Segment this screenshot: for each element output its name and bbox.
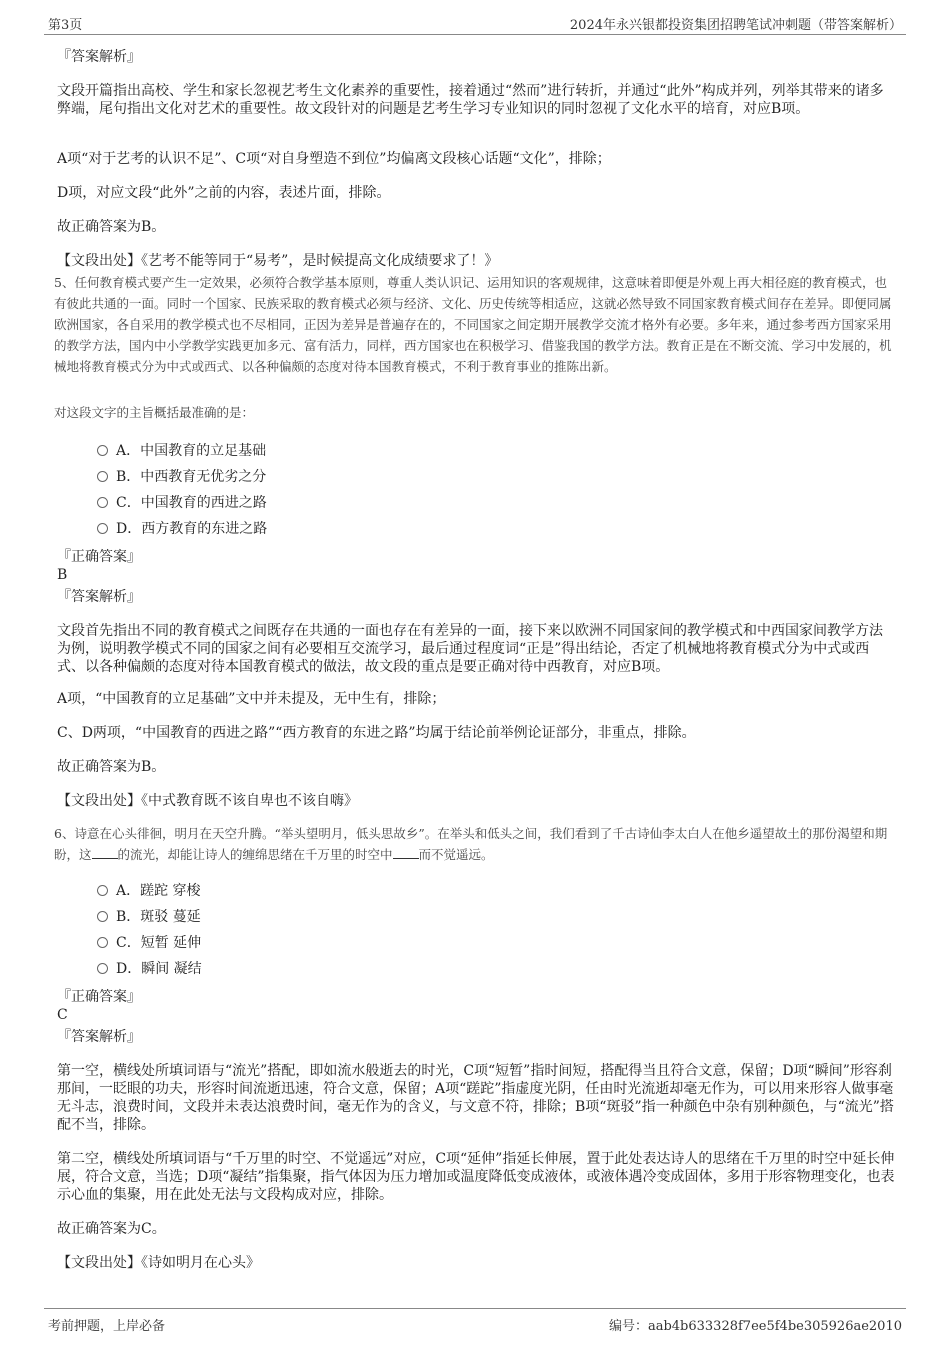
- q6-option-a[interactable]: A．蹉跎 穿梭: [97, 882, 201, 900]
- q5-option-c[interactable]: C．中国教育的西进之路: [97, 494, 267, 512]
- q6-analysis-label: 『答案解析』: [57, 1029, 141, 1045]
- q6-stem: 6、诗意在心头徘徊，明月在天空升腾。“举头望明月，低头思故乡”。在举头和低头之间，我们看到了千古诗仙李太白人在他乡遥望故土的那份渴望和期盼，这 的流光，却能让诗人的缠绵思绪在千万里的时空中 而不觉遥远。: [54, 826, 888, 862]
- footer-slogan: 考前押题，上岸必备: [48, 1319, 166, 1334]
- q6-option-c[interactable]: C．短暂 延伸: [97, 934, 201, 952]
- q6-answer-line: 故正确答案为C。: [57, 1221, 166, 1237]
- q4-analysis-p2: A项“对于艺考的认识不足”、C项“对自身塑造不到位”均偏离文段核心话题“文化”，排除；: [57, 151, 611, 167]
- page-number: 第3页: [48, 18, 83, 33]
- q5-correct-answer: B: [57, 567, 68, 583]
- q6-source: 【文段出处】《诗如明月在心头》: [57, 1255, 260, 1271]
- q6-correct-label: 『正确答案』: [57, 989, 141, 1005]
- radio-icon[interactable]: [97, 885, 108, 896]
- q5-question: 对这段文字的主旨概括最准确的是：: [54, 405, 255, 420]
- q5-option-d[interactable]: D．西方教育的东进之路: [97, 520, 267, 538]
- q6-analysis-p1: 第一空，横线处所填词语与“流光”搭配，即如流水般逝去的时光，C项“短暂”指时间短，搭配得当且符合文意，保留；D项“瞬间”形容刹那间，一眨眼的功夫，形容时间流逝迅速，符合文意，保留；A项“蹉跎”指虚度光阴，任由时光流逝却毫无作为，可以用来形容人做事毫无斗志，浪费时间，文段并未表达浪费时间，毫无作为的含义，与文意不符，排除；B项“斑驳”指一种颜色中杂有别种颜色，与“流光”搭配不当，排除。: [57, 1063, 894, 1133]
- q5-correct-label: 『正确答案』: [57, 549, 141, 565]
- radio-icon[interactable]: [97, 523, 108, 534]
- q4-analysis-p1: 文段开篇指出高校、学生和家长忽视艺考生文化素养的重要性，接着通过“然而”进行转折，并通过“此外”构成并列，列举其带来的诸多弊端，尾句指出文化对艺术的重要性。故文段针对的问题是艺考生学习专业知识的同时忽视了文化水平的培育，对应B项。: [57, 83, 884, 117]
- radio-icon[interactable]: [97, 937, 108, 948]
- answer-blank-1: [92, 846, 118, 859]
- q6-option-b[interactable]: B．斑驳 蔓延: [97, 908, 201, 926]
- q6-correct-answer: C: [57, 1007, 68, 1023]
- q6-analysis-p2: 第二空，横线处所填词语与“千万里的时空、不觉遥远”对应，C项“延伸”指延长伸展，置于此处表达诗人的思绪在千万里的时空中延长伸展，符合文意，当选；D项“凝结”指集聚，指气体因为压力增加或温度降低变成液体，或液体遇冷变成固体，多用于形容物理变化，也表示心血的集聚，用在此处无法与文段构成对应，排除。: [57, 1151, 895, 1203]
- q4-answer-line: 故正确答案为B。: [57, 219, 166, 235]
- q5-source: 【文段出处】《中式教育既不该自卑也不该自嗨》: [57, 793, 358, 809]
- document-title: 2024年永兴银都投资集团招聘笔试冲刺题（带答案解析）: [569, 18, 902, 33]
- q4-analysis-p3: D项，对应文段“此外”之前的内容，表述片面，排除。: [57, 185, 391, 201]
- q5-option-a[interactable]: A．中国教育的立足基础: [97, 442, 266, 460]
- page-footer: [44, 1308, 906, 1335]
- q5-analysis-label: 『答案解析』: [57, 589, 141, 605]
- q4-source: 【文段出处】《艺考不能等同于“易考”，是时候提高文化成绩要求了！》: [57, 253, 499, 269]
- q6-option-d[interactable]: D．瞬间 凝结: [97, 960, 202, 978]
- q5-answer-line: 故正确答案为B。: [57, 759, 166, 775]
- q5-stem: 5、任何教育模式要产生一定效果，必须符合教学基本原则，尊重人类认识记、运用知识的客观规律，这意味着即便是外观上再大相径庭的教育模式，也有彼此共通的一面。同时一个国家、民族采取的教育模式必须与经济、文化、历史传统等相适应，这就必然导致不同国家教育模式间存在差异。即便同属欧洲国家，各自采用的教学模式也不尽相同，正因为差异是普遍存在的，不同国家之间定期开展教学交流才格外有必要。多年来，通过参考西方国家采用的教学方法，国内中小学教学实践更加多元、富有活力，同样，西方国家也在积极学习、借鉴我国的教学方法。教育正是在不断交流、学习中发展的，机械地将教育模式分为中式或西式、以各种偏颇的态度对待本国教育模式，不利于教育事业的推陈出新。: [54, 275, 892, 374]
- q4-analysis-label: 『答案解析』: [57, 49, 141, 65]
- radio-icon[interactable]: [97, 963, 108, 974]
- radio-icon[interactable]: [97, 471, 108, 482]
- radio-icon[interactable]: [97, 445, 108, 456]
- q5-option-b[interactable]: B．中西教育无优劣之分: [97, 468, 266, 486]
- q5-analysis-p1: 文段首先指出不同的教育模式之间既存在共通的一面也存在有差异的一面，接下来以欧洲不同国家间的教学模式和中西国家间教学方法为例，说明教学模式不同的国家之间有必要相互交流学习，最后通过程度词“正是”得出结论，否定了机械地将教育模式分为中式或西式、以各种偏颇的态度对待本国教育模式的做法，故文段的重点是要正确对待中西教育，对应B项。: [57, 623, 883, 675]
- radio-icon[interactable]: [97, 497, 108, 508]
- answer-blank-2: [393, 846, 419, 859]
- page-header: [44, 12, 906, 35]
- q5-analysis-p2: A项，“中国教育的立足基础”文中并未提及，无中生有，排除；: [57, 691, 446, 707]
- radio-icon[interactable]: [97, 911, 108, 922]
- document-code: 编号：aab4b633328f7ee5f4be305926ae2010: [608, 1319, 902, 1334]
- q5-analysis-p3: C、D两项，“中国教育的西进之路”“西方教育的东进之路”均属于结论前举例论证部分，非重点，排除。: [57, 725, 696, 741]
